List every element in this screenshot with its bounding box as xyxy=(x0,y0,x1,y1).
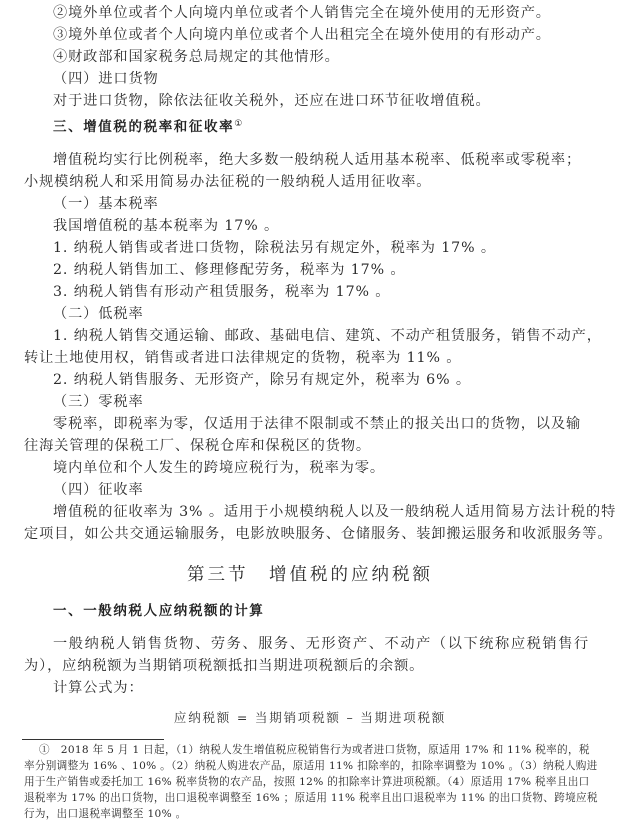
list-item: 1. 纳税人销售或者进口货物，除税法另有规定外，税率为 17% 。 xyxy=(53,240,496,256)
list-item: 转让土地使用权，销售或者进口法律规定的货物，税率为 11% 。 xyxy=(24,350,462,366)
footnote-marker: ① xyxy=(234,119,244,129)
formula: 应纳税额 = 当期销项税额 – 当期进项税额 xyxy=(173,710,447,725)
paragraph: 小规模纳税人和采用简易办法征税的一般纳税人适用征收率。 xyxy=(24,174,432,190)
subheading-levy-rate: （四）征收率 xyxy=(53,482,144,498)
paragraph: 一般纳税人销售货物、劳务、服务、无形资产、不动产（以下统称应税销售行 xyxy=(53,636,590,652)
heading-text: 三、增值税的税率和征收率 xyxy=(53,119,235,135)
subheading-import-goods: （四）进口货物 xyxy=(53,71,159,87)
footnote-line: ① 2018 年 5 月 1 日起，（1）纳税人发生增值税应税销售行为或者进口货物，原适用 17% 和 11% 税率的，税 xyxy=(39,744,590,756)
paragraph: 为），应纳税额为当期销项税额抵扣当期进项税额后的余额。 xyxy=(24,658,425,674)
subheading-low-rate: （二）低税率 xyxy=(53,306,144,322)
heading-general-taxpayer: 一、一般纳税人应纳税额的计算 xyxy=(53,603,265,619)
list-item: 1. 纳税人销售交通运输、邮政、基础电信、建筑、不动产租赁服务，销售不动产， xyxy=(53,328,602,344)
footnote-line: 率分别调整为 16% 、10% 。（2）纳税人购进农产品，原适用 11% 扣除率的，扣除率调整为 10% 。（3）纳税人购进 xyxy=(24,760,598,772)
list-item: ③境外单位或者个人向境内单位或者个人出租完全在境外使用的有形动产。 xyxy=(53,27,551,43)
subheading-zero-rate: （三）零税率 xyxy=(53,394,144,410)
paragraph: 境内单位和个人发生的跨境应税行为，税率为零。 xyxy=(53,460,385,476)
footnote-line: 行为，出口退税率调整至 10% 。 xyxy=(24,808,187,820)
paragraph: 对于进口货物，除依法征收关税外，还应在进口环节征收增值税。 xyxy=(53,93,491,109)
paragraph: 往海关管理的保税工厂、保税仓库和保税区的货物。 xyxy=(24,438,372,454)
list-item: 3. 纳税人销售有形动产租赁服务，税率为 17% 。 xyxy=(53,284,391,300)
footnote-line: 退税率为 17% 的出口货物，出口退税率调整至 16% ；原适用 11% 税率且出口退税率为 11% 的出口货物、跨境应税 xyxy=(24,792,598,804)
paragraph: 计算公式为： xyxy=(53,680,144,696)
subheading-basic-rate: （一）基本税率 xyxy=(53,196,159,212)
list-item: 2. 纳税人销售加工、修理修配劳务，税率为 17% 。 xyxy=(53,262,406,278)
paragraph: 定项目，如公共交通运输服务，电影放映服务、仓储服务、装卸搬运服务和收派服务等。 xyxy=(24,526,613,542)
list-item: ④财政部和国家税务总局规定的其他情形。 xyxy=(53,49,340,65)
paragraph: 零税率，即税率为零，仅适用于法律不限制或不禁止的报关出口的货物，以及输 xyxy=(53,416,582,432)
section-title: 第三节 增值税的应纳税额 xyxy=(187,565,433,585)
paragraph: 增值税的征收率为 3% 。适用于小规模纳税人以及一般纳税人适用简易方法计税的特 xyxy=(53,504,617,520)
paragraph: 增值税均实行比例税率，绝大多数一般纳税人适用基本税率、低税率或零税率； xyxy=(53,152,582,168)
heading-tax-rates xyxy=(53,118,244,136)
list-item: 2. 纳税人销售服务、无形资产，除另有规定外，税率为 6% 。 xyxy=(53,372,471,388)
footnote-divider xyxy=(22,739,164,740)
footnote-line: 用于生产销售或委托加工 16% 税率货物的农产品，按照 12% 的扣除率计算进项税额。（4）原适用 17% 税率且出口 xyxy=(24,776,590,788)
list-item: ②境外单位或者个人向境内单位或者个人销售完全在境外使用的无形资产。 xyxy=(53,5,551,21)
paragraph: 我国增值税的基本税率为 17% 。 xyxy=(53,218,280,234)
